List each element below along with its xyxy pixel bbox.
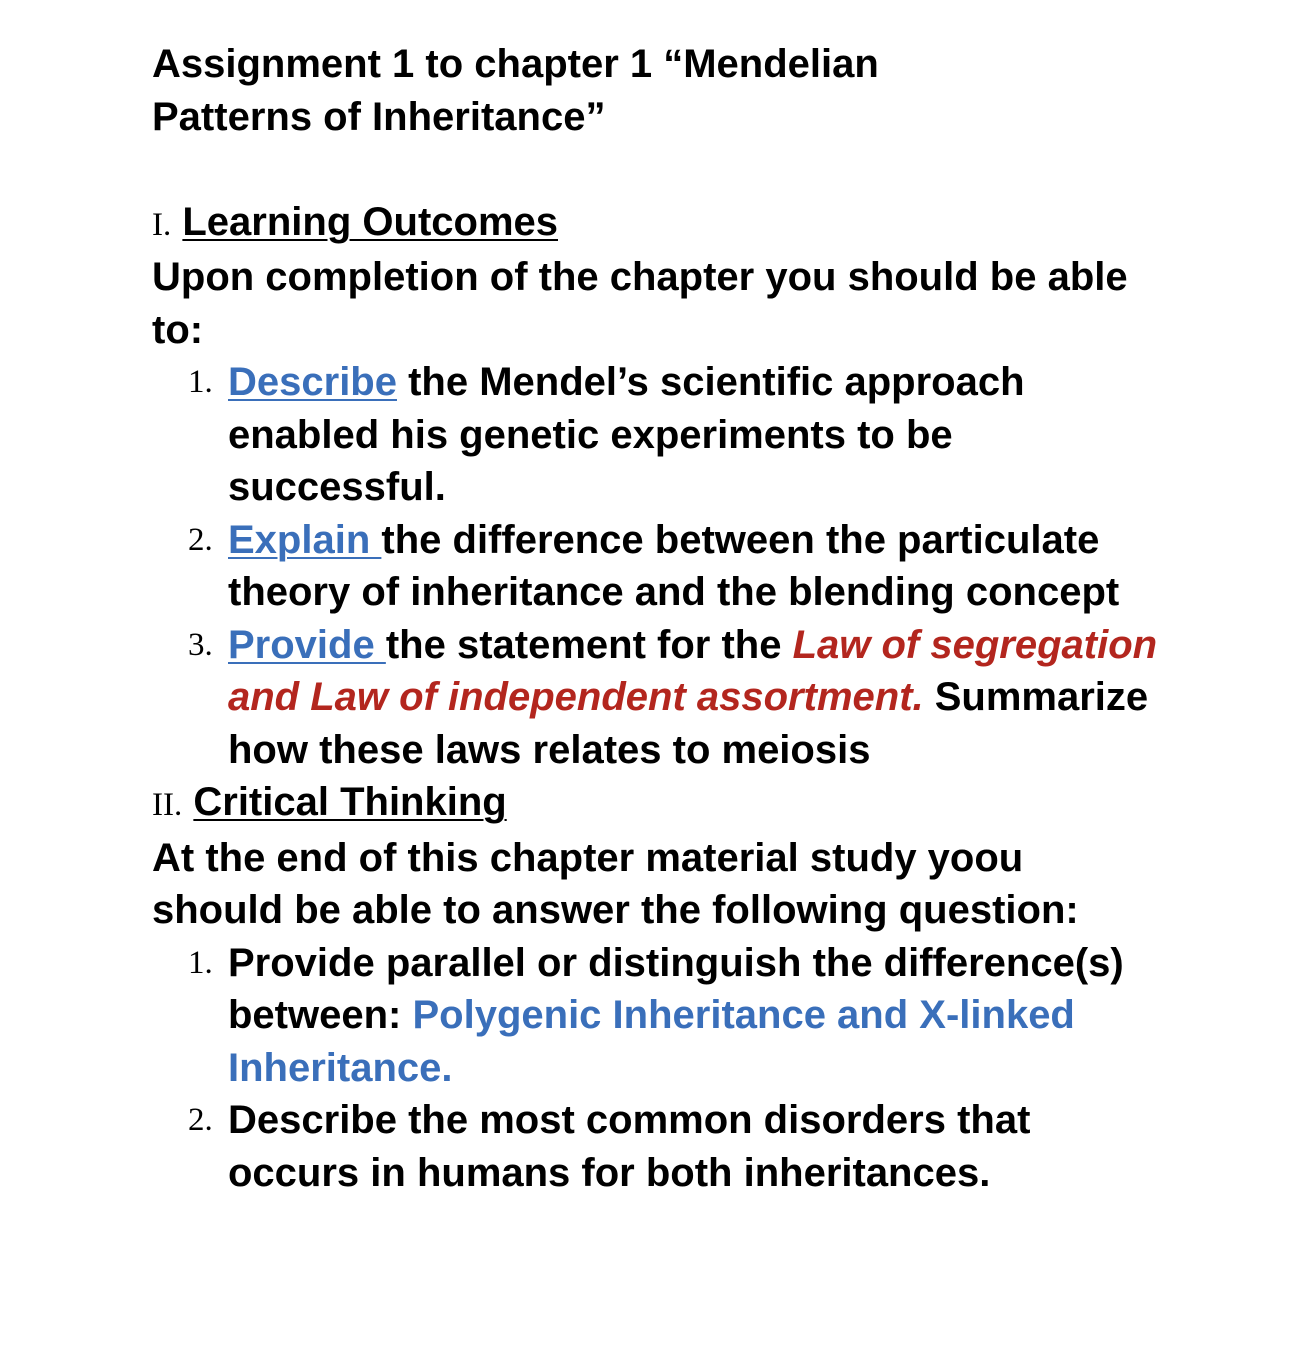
list-item — [152, 619, 1162, 777]
item-text: Summarize how these laws relates to meiosis — [228, 675, 1149, 772]
item-text: Provide parallel or distinguish the difference(s) between: — [228, 940, 1124, 1037]
list-item — [152, 1094, 1162, 1199]
item-number: 2. — [188, 1102, 213, 1138]
laws-highlight: Law of segregation and Law of independent assortment. — [228, 622, 1158, 719]
section-critical-thinking-heading — [152, 776, 1162, 832]
item-number: 3. — [188, 626, 213, 663]
section-learning-outcomes-heading — [152, 196, 1162, 252]
list-item — [152, 356, 1162, 514]
explain-link[interactable]: Explain — [228, 517, 382, 562]
inheritance-types-highlight: Polygenic Inheritance and X-linked Inheritance. — [228, 993, 1075, 1090]
section-heading-text: Critical Thinking — [193, 780, 507, 824]
document-page — [152, 38, 1162, 1199]
learning-outcomes-intro: Upon completion of the chapter you should be able to: — [152, 255, 1128, 352]
provide-link[interactable]: Provide — [228, 622, 386, 667]
section-numeral: I. — [152, 206, 172, 243]
document-title — [152, 38, 1162, 143]
item-text: the statement for the — [385, 622, 793, 667]
item-number: 2. — [188, 521, 213, 558]
item-text: Describe the most common disorders that occurs in humans for both inheritances. — [228, 1098, 1031, 1195]
item-text: the difference between the particulate theory of inheritance and the blending concept — [228, 517, 1120, 614]
section-heading-text: Learning Outcomes — [182, 199, 558, 244]
learning-outcomes-list — [152, 356, 1162, 776]
list-item — [152, 937, 1162, 1095]
title-line-2: Patterns of Inheritance” — [152, 94, 606, 139]
critical-thinking-intro: At the end of this chapter material study yoou should be able to answer the following question: — [152, 835, 1079, 932]
item-number: 1. — [188, 364, 213, 400]
describe-link[interactable]: Describe — [228, 360, 397, 404]
critical-thinking-list — [152, 937, 1162, 1200]
section-numeral: II. — [152, 787, 183, 823]
blank-line — [152, 143, 1162, 196]
list-item — [152, 514, 1162, 619]
item-text: the Mendel’s scientific approach enabled his genetic experiments to be successful. — [228, 360, 1025, 509]
title-line-1: Assignment 1 to chapter 1 “Mendelian — [152, 42, 879, 86]
item-number: 1. — [188, 944, 213, 981]
